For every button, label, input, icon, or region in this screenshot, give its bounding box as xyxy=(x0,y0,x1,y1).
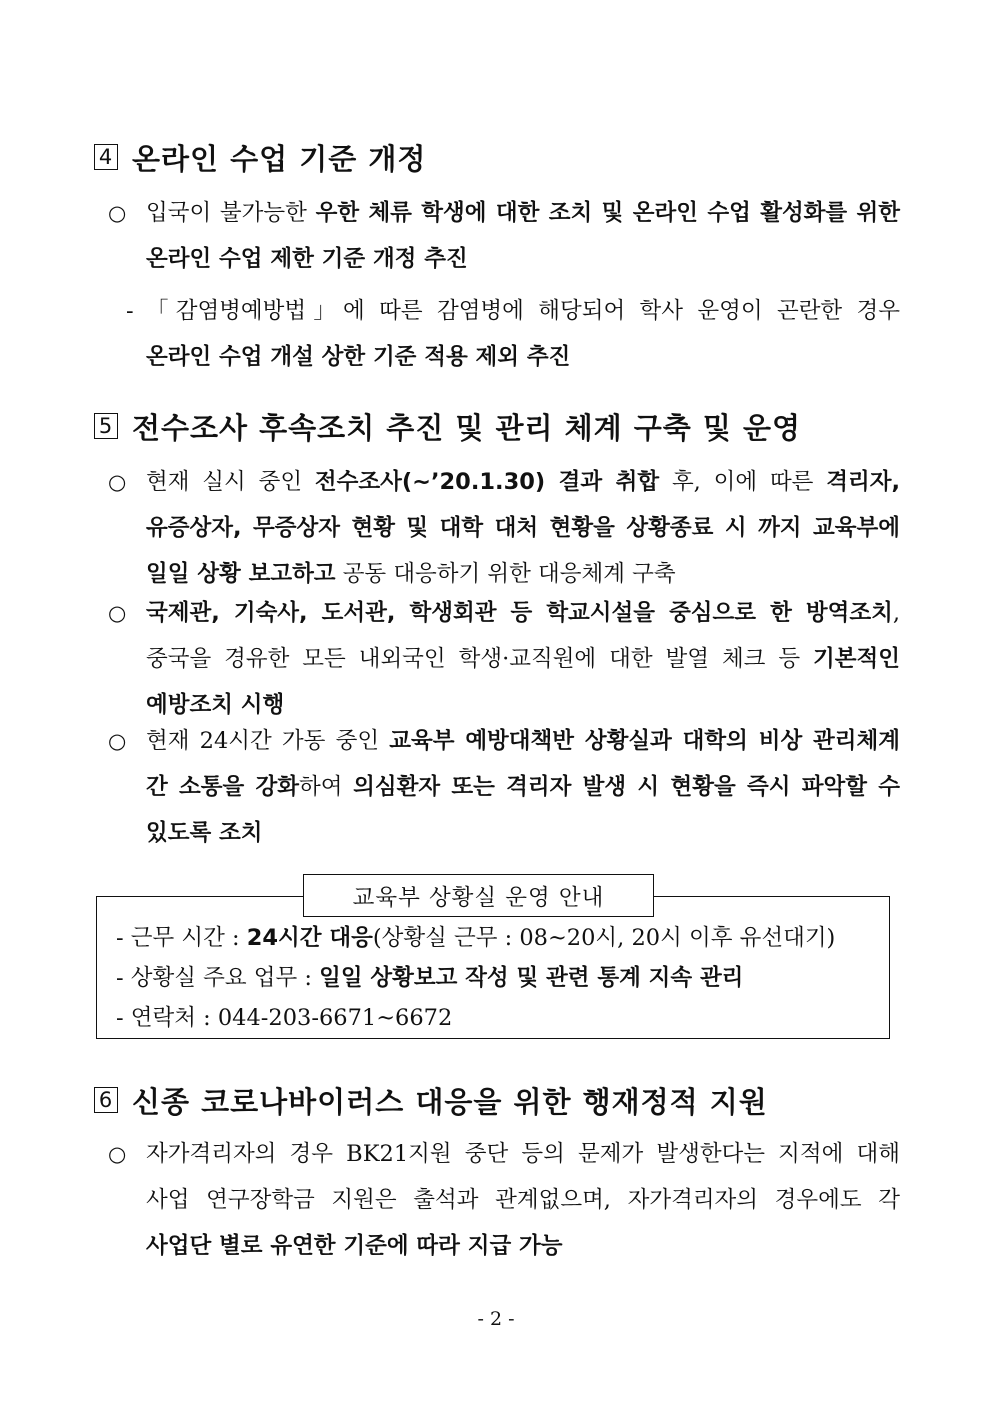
circle-bullet-icon: ○ xyxy=(108,729,127,753)
text-segment: 공동 대응하기 위한 대응체계 구축 xyxy=(335,561,676,587)
text-segment: - 근무 시간 : xyxy=(116,925,247,951)
info-box-title: 교육부 상황실 운영 안내 xyxy=(303,874,654,917)
bold-segment: 24시간 대응 xyxy=(246,925,373,951)
bold-segment: 온라인 수업 개설 상한 기준 적용 제외 추진 xyxy=(146,344,571,370)
page-number: - 2 - xyxy=(477,1308,515,1330)
bold-segment: 기본적인 예방조치 시행 xyxy=(146,646,900,718)
text-segment: , 중국을 경유한 모든 내외국인 학생·교직원에 대한 발열 체크 등 xyxy=(146,600,900,672)
bold-segment: 격리자, 유증상자, 무증상자 현황 및 대학 대처 현황을 상황종료 시 까지 교육부에 일일 상황 보고하고 xyxy=(146,469,901,587)
section-title: 온라인 수업 기준 개정 xyxy=(132,141,427,176)
text-segment: 후, 이에 따른 xyxy=(659,469,827,495)
info-line-duties xyxy=(116,958,886,998)
section-title: 신종 코로나바이러스 대응을 위한 행재정적 지원 xyxy=(132,1084,768,1119)
bold-segment: 교육부 예방대책반 상황실과 대학의 비상 관리체계 간 소통을 강화 xyxy=(146,728,900,800)
text-segment: 하여 xyxy=(299,774,354,800)
bold-segment: 국제관, 기숙사, 도서관, 학생회관 등 학교시설을 중심으로 한 방역조치 xyxy=(146,600,893,626)
section-number-box: 5 xyxy=(94,413,118,439)
sub-item xyxy=(126,288,900,380)
section-title: 전수조사 후속조치 추진 및 관리 체계 구축 및 운영 xyxy=(132,410,802,445)
bold-segment: 전수조사(~’20.1.30) 결과 취합 xyxy=(314,469,660,495)
bold-segment: 우한 체류 학생에 대한 조치 및 온라인 수업 활성화를 위한 온라인 수업 제한 기준 개정 추진 xyxy=(146,200,901,272)
dash-bullet-icon: - xyxy=(126,298,134,324)
section-heading-6 xyxy=(94,1080,768,1120)
bold-segment: 사업단 별로 유연한 기준에 따라 지급 가능 xyxy=(146,1233,563,1259)
text-segment: 입국이 불가능한 xyxy=(146,200,316,226)
bullet-item xyxy=(108,718,900,856)
info-line-hours xyxy=(116,918,886,958)
text-segment: 현재 실시 중인 xyxy=(146,469,315,495)
text-segment: - 상황실 주요 업무 : xyxy=(116,965,320,991)
section-number-box: 6 xyxy=(94,1087,118,1113)
bullet-item xyxy=(108,459,900,597)
circle-bullet-icon: ○ xyxy=(108,1142,127,1166)
info-line-contact xyxy=(116,998,886,1038)
text-segment: (상황실 근무 : 08~20시, 20시 이후 유선대기) xyxy=(372,925,836,951)
bullet-item xyxy=(108,1131,900,1269)
text-segment: 자가격리자의 경우 BK21지원 중단 등의 문제가 발생한다는 지적에 대해 사업 연구장학금 지원은 출석과 관계없으며, 자가격리자의 경우에도 각 xyxy=(146,1141,900,1213)
circle-bullet-icon: ○ xyxy=(108,470,127,494)
text-segment: 「감염병예방법」에 따른 감염병에 해당되어 학사 운영이 곤란한 경우 xyxy=(146,298,900,324)
section-heading-4 xyxy=(94,137,426,177)
circle-bullet-icon: ○ xyxy=(108,201,127,225)
text-segment: 현재 24시간 가동 중인 xyxy=(146,728,390,754)
section-number-box: 4 xyxy=(94,144,118,170)
bullet-item xyxy=(108,590,900,728)
section-heading-5 xyxy=(94,406,801,446)
text-segment: - 연락처 : 044-203-6671~6672 xyxy=(116,1005,453,1031)
bold-segment: 의심환자 또는 격리자 발생 시 현황을 즉시 파악할 수 있도록 조치 xyxy=(146,774,900,846)
bullet-item xyxy=(108,190,900,282)
bold-segment: 일일 상황보고 작성 및 관련 통계 지속 관리 xyxy=(319,965,744,991)
circle-bullet-icon: ○ xyxy=(108,601,127,625)
